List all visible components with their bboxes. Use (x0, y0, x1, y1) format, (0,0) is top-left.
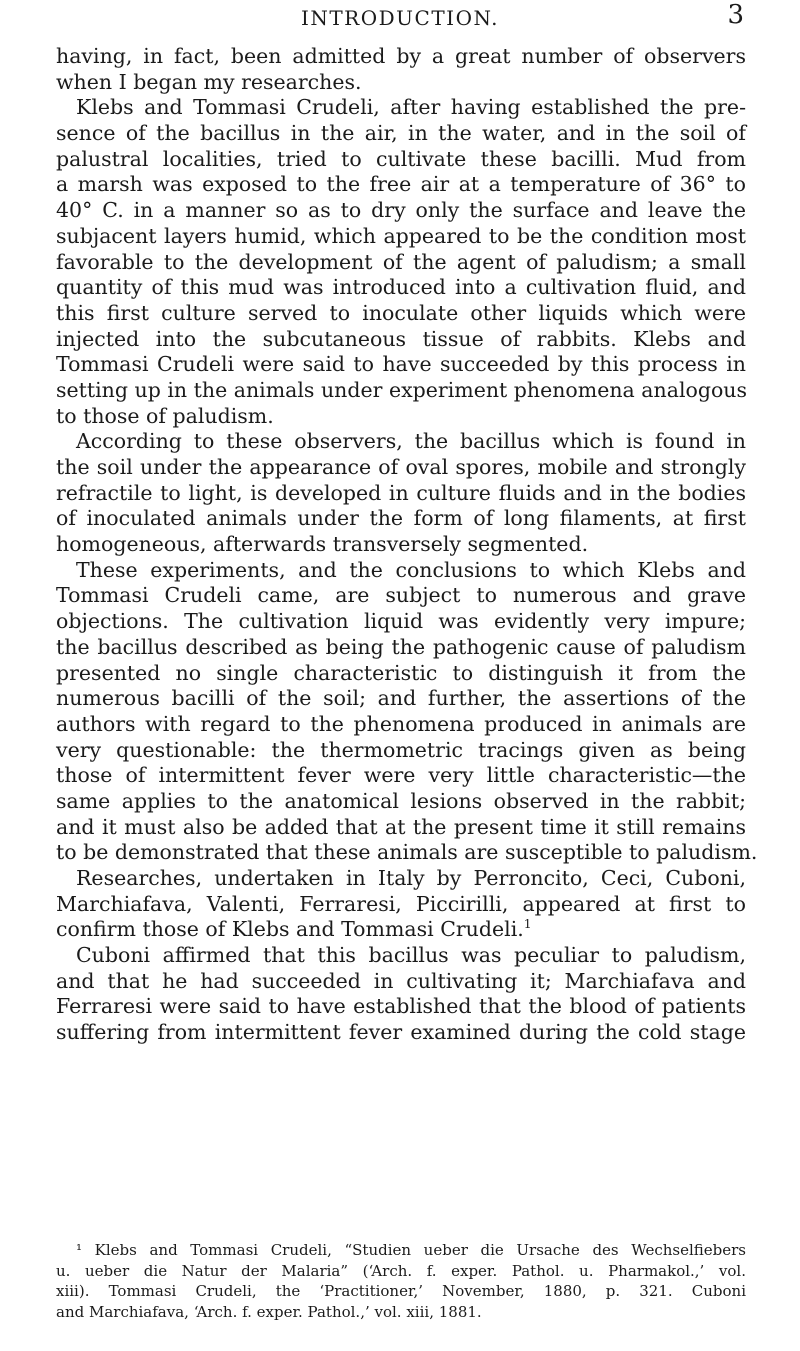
text-line (56, 147, 746, 173)
text-line-text: Cuboni affirmed that this bacillus was peculiar to paludism, (76, 943, 746, 968)
text-line-text: Ferraresi were said to have established that the blood of patients (56, 994, 746, 1019)
text-line (56, 892, 746, 918)
text-line (56, 815, 746, 841)
text-line-text: a marsh was exposed to the free air at a temperature of 36° to (56, 172, 746, 197)
text-line (56, 481, 746, 507)
text-line-text: quantity of this mud was introduced into a cultivation fluid, and (56, 275, 746, 300)
text-line-text: the soil under the appearance of oval spores, mobile and strongly (56, 455, 746, 479)
text-line (56, 275, 746, 301)
text-line-text: numerous bacilli of the soil; and further, the assertions of the (56, 686, 746, 711)
footnote-line (56, 1240, 746, 1261)
text-line-text: favorable to the development of the agent of paludism; a small (56, 249, 746, 274)
text-line (56, 994, 746, 1020)
text-line-text: Researches, undertaken in Italy by Perroncito, Ceci, Cuboni, (76, 866, 746, 890)
text-line (56, 609, 746, 635)
text-line-text: Tommasi Crudeli came, are subject to numerous and grave (56, 583, 746, 608)
text-line-text: very questionable: the thermometric tracings given as being (56, 737, 746, 762)
text-line (56, 532, 746, 558)
text-line-text: presented no single characteristic to distinguish it from the (56, 660, 746, 685)
text-line-text: sence of the bacillus in the air, in the water, and in the soil of (56, 121, 746, 146)
footnote-marker: 1 (523, 917, 532, 932)
text-line (56, 121, 746, 147)
footnote-line (56, 1281, 746, 1302)
text-line-text: setting up in the animals under experiment phenomena analogous (56, 377, 748, 402)
text-line-text: subjacent layers humid, which appeared to be the condition most (56, 223, 746, 248)
text-line-text: those of intermittent fever were very little characteristic—the (56, 763, 746, 788)
text-line (56, 404, 746, 430)
footnote-line-text: and Marchiafava, ‘Arch. f. exper. Pathol.,’ vol. xiii, 1881. (56, 1302, 482, 1321)
text-line (56, 95, 746, 121)
text-line (56, 558, 746, 584)
text-line-text: and that he had succeeded in cultivating it; Marchiafava and (56, 968, 746, 993)
text-line (56, 712, 746, 738)
text-line-text: These experiments, and the conclusions to which Klebs and (76, 557, 746, 582)
footnote-line (56, 1261, 746, 1282)
text-line-text: this first culture served to inoculate other liquids which were (56, 300, 746, 325)
running-title: INTRODUCTION. (300, 6, 500, 30)
text-line-text: According to these observers, the bacillus which is found in (76, 429, 746, 454)
footnotes (56, 1240, 746, 1322)
text-line (56, 224, 746, 250)
text-line-text: Tommasi Crudeli were said to have succeeded by this process in (56, 352, 746, 377)
text-line-text: homogeneous, afterwards transversely segmented. (56, 532, 589, 557)
text-line (56, 429, 746, 455)
text-line-text: Marchiafava, Valenti, Ferraresi, Piccirilli, appeared at first to (56, 891, 746, 916)
text-line (56, 378, 746, 404)
text-line (56, 738, 746, 764)
text-line (56, 686, 746, 712)
footnote-line-text: xiii). Tommasi Crudeli, the ‘Practitioner,’ November, 1880, p. 321. Cuboni (56, 1282, 746, 1300)
text-line (56, 840, 758, 866)
text-line-text: confirm those of Klebs and Tommasi Crudeli. (56, 917, 524, 942)
text-line (56, 635, 746, 661)
footnote-line-text: ¹ Klebs and Tommasi Crudeli, “Studien ueber die Ursache des Wechselfiebers (76, 1241, 746, 1259)
text-line (56, 44, 746, 70)
text-line (56, 301, 746, 327)
text-line (56, 506, 746, 532)
text-line (56, 866, 746, 892)
text-line (56, 327, 746, 353)
text-line (56, 583, 746, 609)
text-line (56, 172, 746, 198)
text-line-text: to be demonstrated that these animals are susceptible to paludism. (56, 840, 758, 865)
text-line-text: and it must also be added that at the present time it still remains (56, 814, 746, 839)
text-line-text: suffering from intermittent fever examined during the cold stage (56, 1020, 746, 1045)
text-line (56, 943, 746, 969)
text-line (56, 352, 746, 378)
running-head (0, 0, 800, 32)
text-line-text: palustral localities, tried to cultivate these bacilli. Mud from (56, 146, 746, 171)
text-line-text: objections. The cultivation liquid was evidently very impure; (56, 609, 746, 634)
text-line-text: authors with regard to the phenomena produced in animals are (56, 711, 746, 736)
text-line-text: to those of paludism. (56, 403, 274, 428)
text-line (56, 763, 746, 789)
text-line (56, 250, 746, 276)
text-line-text: same applies to the anatomical lesions observed in the rabbit; (56, 788, 746, 813)
body-text (56, 44, 758, 1046)
text-line (56, 70, 746, 96)
text-line (56, 661, 746, 687)
text-line-text: having, in fact, been admitted by a great number of observers (56, 44, 746, 68)
text-line (56, 1020, 746, 1046)
text-line (56, 198, 746, 224)
text-line-text: of inoculated animals under the form of long filaments, at first (56, 506, 746, 531)
text-line-text: the bacillus described as being the pathogenic cause of paludism (56, 634, 746, 659)
text-line-text: refractile to light, is developed in culture fluids and in the bodies (56, 480, 746, 505)
text-line-text: when I began my researches. (56, 69, 362, 94)
text-line (56, 969, 746, 995)
text-line (56, 789, 746, 815)
footnote-line (56, 1302, 746, 1323)
text-line-text: Klebs and Tommasi Crudeli, after having established the pre- (76, 95, 746, 120)
text-line-text: injected into the subcutaneous tissue of rabbits. Klebs and (56, 326, 746, 351)
footnote-line-text: u. ueber die Natur der Malaria” (‘Arch. f. exper. Pathol. u. Pharmakol.,’ vol. (56, 1261, 746, 1280)
page-number: 3 (727, 0, 744, 30)
text-line-text: 40° C. in a manner so as to dry only the surface and leave the (56, 198, 746, 223)
text-line (56, 917, 746, 943)
text-line (56, 455, 746, 481)
